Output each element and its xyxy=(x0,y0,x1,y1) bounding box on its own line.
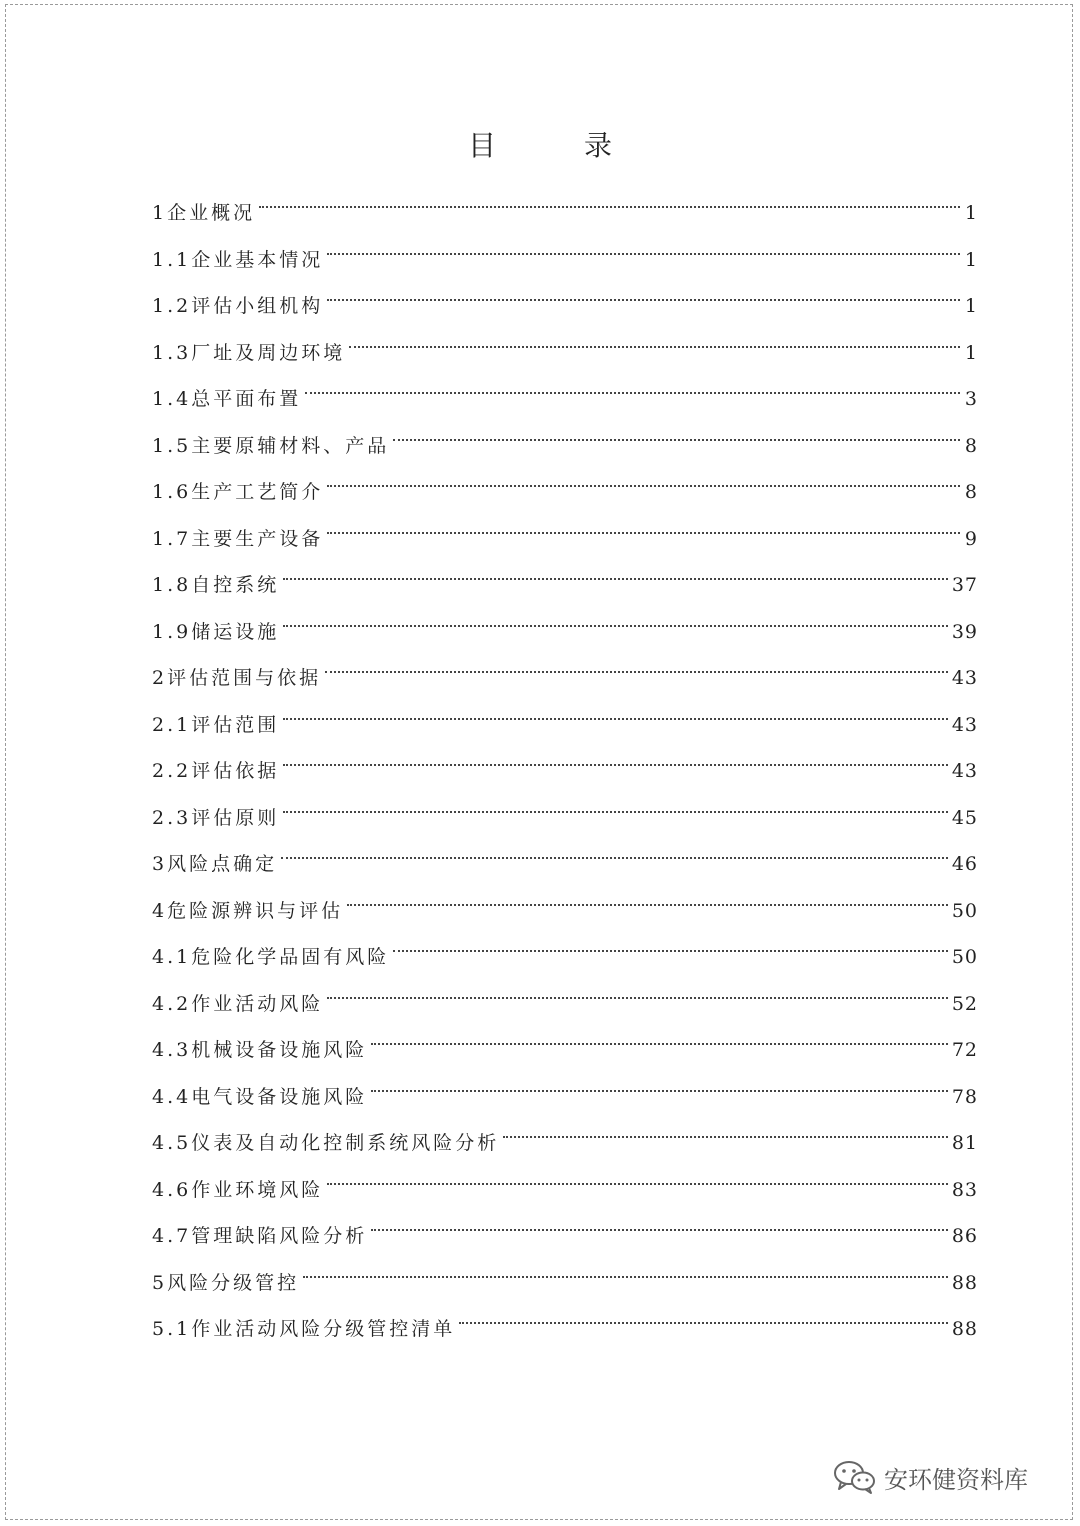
toc-entry-page: 8 xyxy=(964,481,978,503)
toc-entry-page: 43 xyxy=(951,760,978,782)
toc-entry-page: 9 xyxy=(964,527,978,550)
toc-entry-page: 50 xyxy=(951,899,978,922)
toc-entry-page: 52 xyxy=(951,992,978,1015)
toc-leader xyxy=(303,1253,948,1289)
toc-entry[interactable] xyxy=(152,183,978,230)
toc-leader xyxy=(283,602,948,638)
toc-entry-label: 1.3厂址及周边环境 xyxy=(152,341,346,364)
toc-entry-page: 50 xyxy=(951,946,978,968)
toc-entry-label: 1.2评估小组机构 xyxy=(152,295,324,317)
toc-entry-page: 78 xyxy=(951,1085,978,1108)
toc-leader xyxy=(283,741,948,777)
toc-leader xyxy=(327,1160,948,1196)
toc-entry-page: 1 xyxy=(964,295,978,317)
toc-entry[interactable] xyxy=(152,369,978,416)
toc-leader xyxy=(305,369,960,405)
toc-entry-label: 4.1危险化学品固有风险 xyxy=(152,946,390,968)
toc-entry-label: 1企业概况 xyxy=(152,202,256,224)
toc-entry-page: 1 xyxy=(964,202,978,224)
toc-entry[interactable] xyxy=(152,788,978,835)
toc-leader xyxy=(283,695,948,731)
toc-entry-label: 1.8自控系统 xyxy=(152,574,280,596)
wechat-icon xyxy=(832,1459,878,1495)
toc-entry[interactable] xyxy=(152,276,978,323)
toc-entry-label: 4.7管理缺陷风险分析 xyxy=(152,1225,368,1247)
toc-entry-page: 43 xyxy=(951,667,978,689)
toc-entry-label: 1.9储运设施 xyxy=(152,620,280,643)
toc-entry-label: 5风险分级管控 xyxy=(152,1271,300,1294)
toc-entry-label: 5.1作业活动风险分级管控清单 xyxy=(152,1318,456,1340)
toc-entry-label: 4.4电气设备设施风险 xyxy=(152,1085,368,1108)
toc-entry[interactable] xyxy=(152,1113,978,1160)
toc-entry[interactable] xyxy=(152,695,978,742)
toc-entry-label: 4.5仪表及自动化控制系统风险分析 xyxy=(152,1132,500,1154)
toc-leader xyxy=(327,230,960,266)
toc-entry-label: 2.3评估原则 xyxy=(152,806,280,829)
toc-leader xyxy=(371,1020,948,1056)
toc-leader xyxy=(283,788,948,824)
toc-entry-page: 88 xyxy=(951,1318,978,1340)
toc-entry[interactable] xyxy=(152,648,978,695)
toc-leader xyxy=(327,462,960,498)
toc-entry[interactable] xyxy=(152,881,978,928)
toc-entry-label: 1.5主要原辅材料、产品 xyxy=(152,434,390,457)
toc-entry-label: 2评估范围与依据 xyxy=(152,667,322,689)
toc-leader xyxy=(347,881,948,917)
toc-entry-page: 81 xyxy=(951,1132,978,1154)
watermark xyxy=(832,1457,1028,1497)
toc-entry-page: 83 xyxy=(951,1178,978,1201)
toc-entry[interactable] xyxy=(152,1067,978,1114)
toc-entry[interactable] xyxy=(152,741,978,788)
toc-leader xyxy=(459,1299,948,1335)
toc-title: 目 录 xyxy=(467,129,642,162)
toc-entry-page: 1 xyxy=(964,248,978,271)
toc-list xyxy=(152,183,978,1346)
toc-entry-page: 43 xyxy=(951,713,978,736)
toc-entry-page: 72 xyxy=(951,1039,978,1061)
toc-entry[interactable] xyxy=(152,1299,978,1346)
toc-entry-label: 3风险点确定 xyxy=(152,853,278,875)
toc-entry[interactable] xyxy=(152,1253,978,1300)
toc-entry-label: 2.2评估依据 xyxy=(152,760,280,782)
toc-entry-label: 2.1评估范围 xyxy=(152,713,280,736)
toc-entry-label: 4危险源辨识与评估 xyxy=(152,899,344,922)
toc-entry-page: 86 xyxy=(951,1225,978,1247)
toc-entry[interactable] xyxy=(152,555,978,602)
toc-leader xyxy=(393,927,948,963)
toc-entry-page: 39 xyxy=(951,620,978,643)
toc-entry-page: 3 xyxy=(964,388,978,410)
toc-entry-label: 1.6生产工艺简介 xyxy=(152,481,324,503)
toc-leader xyxy=(327,509,960,545)
toc-entry-page: 37 xyxy=(951,574,978,596)
toc-entry-label: 4.3机械设备设施风险 xyxy=(152,1039,368,1061)
watermark-text: 安环健资料库 xyxy=(884,1465,1028,1494)
toc-leader xyxy=(371,1067,948,1103)
toc-leader xyxy=(349,323,960,359)
toc-leader xyxy=(327,974,948,1010)
toc-leader xyxy=(281,834,948,870)
toc-entry-page: 1 xyxy=(964,341,978,364)
toc-entry[interactable] xyxy=(152,1160,978,1207)
toc-entry[interactable] xyxy=(152,462,978,509)
toc-entry[interactable] xyxy=(152,1206,978,1253)
toc-entry-page: 8 xyxy=(964,434,978,457)
toc-entry[interactable] xyxy=(152,1020,978,1067)
toc-entry[interactable] xyxy=(152,230,978,277)
toc-entry-label: 4.6作业环境风险 xyxy=(152,1178,324,1201)
toc-entry-page: 45 xyxy=(951,806,978,829)
toc-leader xyxy=(393,416,960,452)
toc-entry[interactable] xyxy=(152,416,978,463)
toc-leader xyxy=(327,276,960,312)
toc-entry[interactable] xyxy=(152,834,978,881)
toc-leader xyxy=(283,555,948,591)
toc-entry[interactable] xyxy=(152,509,978,556)
toc-entry-label: 1.1企业基本情况 xyxy=(152,248,324,271)
toc-entry[interactable] xyxy=(152,927,978,974)
toc-entry-page: 88 xyxy=(951,1271,978,1294)
toc-entry[interactable] xyxy=(152,974,978,1021)
toc-entry-label: 1.7主要生产设备 xyxy=(152,527,324,550)
toc-leader xyxy=(259,183,960,219)
toc-entry-label: 4.2作业活动风险 xyxy=(152,992,324,1015)
toc-entry-page: 46 xyxy=(951,853,978,875)
toc-leader xyxy=(371,1206,948,1242)
toc-leader xyxy=(503,1113,948,1149)
toc-entry[interactable] xyxy=(152,602,978,649)
toc-leader xyxy=(325,648,948,684)
toc-entry[interactable] xyxy=(152,323,978,370)
toc-entry-label: 1.4总平面布置 xyxy=(152,388,302,410)
